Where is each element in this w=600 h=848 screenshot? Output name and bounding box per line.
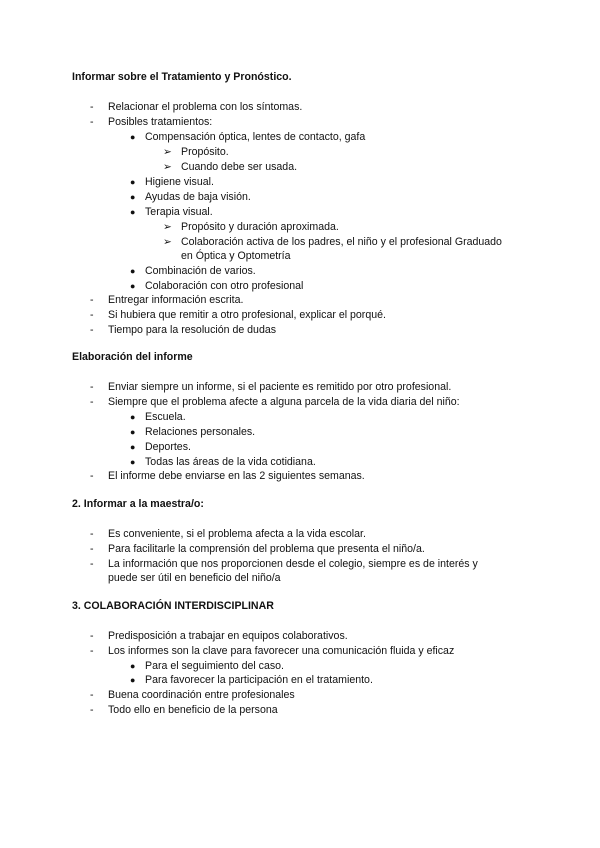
list-item: Enviar siempre un informe, si el paciente es remitido por otro profesional.	[108, 381, 452, 393]
list-item-continuation: puede ser útil en beneficio del niño/a	[108, 572, 281, 584]
list-item: Para favorecer la participación en el tratamiento.	[145, 674, 373, 686]
list-item: Propósito.	[181, 146, 229, 158]
bullet-marker: ●	[130, 675, 136, 685]
list-item: Higiene visual.	[145, 176, 214, 188]
bullet-marker: ●	[130, 266, 136, 276]
list-item: Para el seguimiento del caso.	[145, 660, 284, 672]
list-item: Entregar información escrita.	[108, 294, 244, 306]
dash-marker: -	[90, 101, 94, 113]
bullet-marker: ●	[130, 661, 136, 671]
list-item: El informe debe enviarse en las 2 siguientes semanas.	[108, 470, 365, 482]
dash-marker: -	[90, 704, 94, 716]
list-item: Ayudas de baja visión.	[145, 191, 251, 203]
list-item-continuation: en Óptica y Optometría	[181, 250, 291, 262]
dash-marker: -	[90, 543, 94, 555]
list-item: Siempre que el problema afecte a alguna parcela de la vida diaria del niño:	[108, 396, 460, 408]
arrow-icon: ➢	[163, 236, 172, 248]
section-heading-informe: Elaboración del informe	[72, 351, 193, 363]
list-item: La información que nos proporcionen desde el colegio, siempre es de interés y	[108, 558, 478, 570]
dash-marker: -	[90, 689, 94, 701]
dash-marker: -	[90, 116, 94, 128]
dash-marker: -	[90, 528, 94, 540]
dash-marker: -	[90, 381, 94, 393]
list-item: Propósito y duración aproximada.	[181, 221, 339, 233]
bullet-marker: ●	[130, 427, 136, 437]
list-item: Terapia visual.	[145, 206, 213, 218]
list-item: Posibles tratamientos:	[108, 116, 213, 128]
bullet-marker: ●	[130, 192, 136, 202]
dash-marker: -	[90, 396, 94, 408]
list-item: Los informes son la clave para favorecer una comunicación fluida y eficaz	[108, 645, 455, 657]
arrow-icon: ➢	[163, 221, 172, 233]
bullet-marker: ●	[130, 442, 136, 452]
bullet-marker: ●	[130, 177, 136, 187]
list-item: Cuando debe ser usada.	[181, 161, 298, 173]
dash-marker: -	[90, 309, 94, 321]
list-item: Si hubiera que remitir a otro profesional, explicar el porqué.	[108, 309, 386, 321]
bullet-marker: ●	[130, 457, 136, 467]
list-item: Todo ello en beneficio de la persona	[108, 704, 278, 716]
dash-marker: -	[90, 558, 94, 570]
list-item: Combinación de varios.	[145, 265, 256, 277]
list-item: Todas las áreas de la vida cotidiana.	[145, 456, 316, 468]
list-item: Predisposición a trabajar en equipos colaborativos.	[108, 630, 348, 642]
list-item: Es conveniente, si el problema afecta a la vida escolar.	[108, 528, 366, 540]
list-item: Colaboración con otro profesional	[145, 280, 304, 292]
dash-marker: -	[90, 324, 94, 336]
dash-marker: -	[90, 294, 94, 306]
list-item: Relaciones personales.	[145, 426, 256, 438]
dash-marker: -	[90, 630, 94, 642]
list-item: Relacionar el problema con los síntomas.	[108, 101, 303, 113]
arrow-icon: ➢	[163, 146, 172, 158]
bullet-marker: ●	[130, 132, 136, 142]
list-item: Buena coordinación entre profesionales	[108, 689, 295, 701]
list-item: Deportes.	[145, 441, 191, 453]
list-item: Tiempo para la resolución de dudas	[108, 324, 277, 336]
list-item: Escuela.	[145, 411, 186, 423]
section-heading-maestra: 2. Informar a la maestra/o:	[72, 498, 204, 510]
bullet-marker: ●	[130, 281, 136, 291]
dash-marker: -	[90, 470, 94, 482]
arrow-icon: ➢	[163, 161, 172, 173]
list-item: Para facilitarle la comprensión del problema que presenta el niño/a.	[108, 543, 425, 555]
section-heading-colaboracion: 3. COLABORACIÓN INTERDISCIPLINAR	[72, 600, 274, 612]
list-item: Colaboración activa de los padres, el niño y el profesional Graduado	[181, 236, 502, 248]
dash-marker: -	[90, 645, 94, 657]
bullet-marker: ●	[130, 412, 136, 422]
list-item: Compensación óptica, lentes de contacto, gafa	[145, 131, 366, 143]
section-heading-tratamiento: Informar sobre el Tratamiento y Pronóstico.	[72, 71, 292, 83]
bullet-marker: ●	[130, 207, 136, 217]
